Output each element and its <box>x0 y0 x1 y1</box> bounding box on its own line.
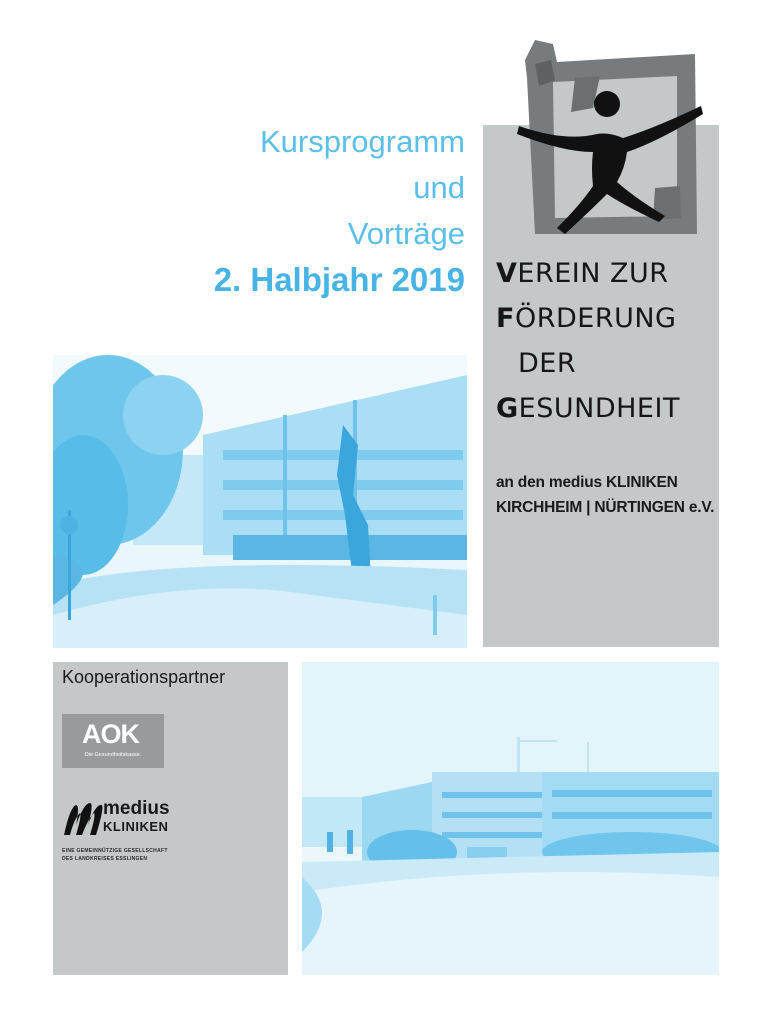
aok-tagline: Die Gesundheitskasse. <box>84 752 142 758</box>
club-subtitle-line-2: KIRCHHEIM | NÜRTINGEN e.V. <box>496 499 715 516</box>
medius-small-line-2: DES LANDKREISES ESSLINGEN <box>62 856 148 862</box>
title-line-3: Vorträge <box>347 216 465 251</box>
club-word-foerderung: FÖRDERUNG <box>496 303 677 334</box>
jumping-figure-logo-icon <box>505 38 710 238</box>
title-line-2: und <box>413 170 465 205</box>
hospital-campus-photo <box>302 662 719 975</box>
title-semester: 2. Halbjahr 2019 <box>213 261 465 298</box>
club-word-der: DER <box>518 348 577 379</box>
club-word-gesundheit: GESUNDHEIT <box>496 393 680 424</box>
clinic-building-photo <box>53 355 467 648</box>
medius-small-line-1: EINE GEMEINNÜTZIGE GESELLSCHAFT <box>62 848 168 854</box>
title-line-1: Kursprogramm <box>260 124 465 159</box>
aok-logo <box>62 714 164 768</box>
medius-m-icon <box>62 797 104 839</box>
medius-name: medius <box>103 798 170 819</box>
aok-logo-text: AOK <box>82 719 139 749</box>
club-word-verein: VEREIN ZUR <box>496 258 669 289</box>
partner-heading: Kooperationspartner <box>62 667 226 687</box>
club-subtitle-line-1: an den medius KLINIKEN <box>496 474 678 491</box>
medius-kliniken: KLINIKEN <box>103 819 169 834</box>
